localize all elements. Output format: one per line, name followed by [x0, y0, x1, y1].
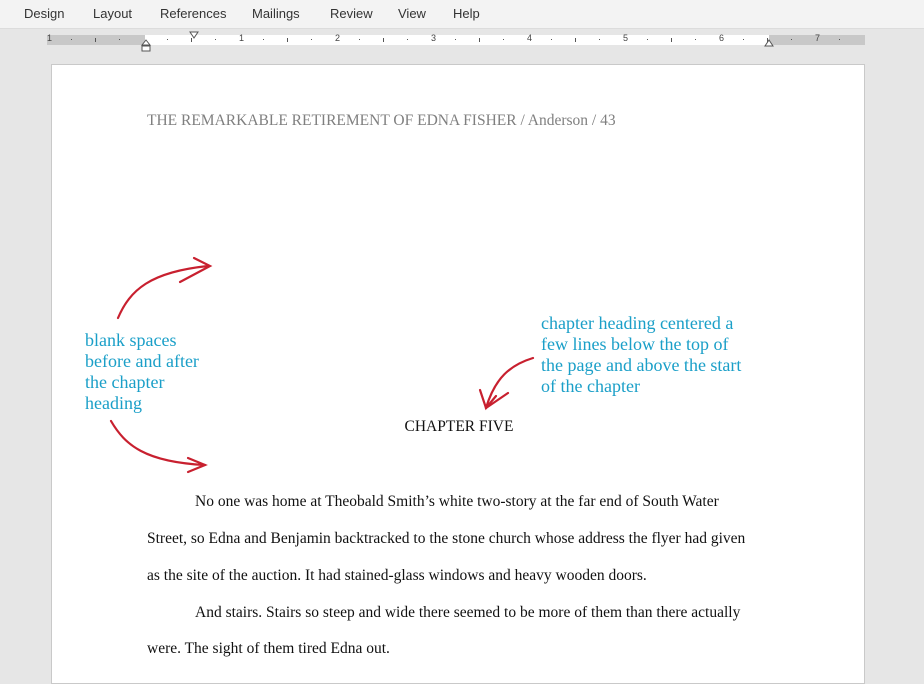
annotation-line: before and after	[85, 351, 199, 371]
annotation-line: blank spaces	[85, 330, 177, 350]
arrow-down-left-icon	[480, 358, 533, 408]
ruler-number: 4	[527, 33, 533, 43]
page-header: THE REMARKABLE RETIREMENT OF EDNA FISHER / Anderson / 43	[147, 112, 616, 129]
chapter-heading: CHAPTER FIVE	[404, 418, 514, 435]
arrow-up-right-icon	[118, 258, 210, 318]
annotation-line: few lines below the top of	[541, 334, 729, 354]
ruler-number: 6	[719, 33, 725, 43]
ruler-number: 3	[431, 33, 437, 43]
tab-mailings[interactable]: Mailings	[252, 6, 300, 21]
annotation-line: heading	[85, 393, 142, 413]
body-line: were. The sight of them tired Edna out.	[147, 640, 390, 657]
body-line: And stairs. Stairs so steep and wide there seemed to be more of them than there actually	[195, 604, 741, 621]
tab-review[interactable]: Review	[330, 6, 373, 21]
tab-design[interactable]: Design	[24, 6, 65, 21]
tab-references[interactable]: References	[160, 6, 227, 21]
ruler-number: 1	[47, 33, 53, 43]
body-line: Street, so Edna and Benjamin backtracked to the stone church whose address the flyer had given	[147, 530, 746, 547]
tab-layout[interactable]: Layout	[93, 6, 133, 21]
ruler-number: 5	[623, 33, 629, 43]
ruler-number: 7	[815, 33, 821, 43]
body-line: as the site of the auction. It had stained-glass windows and heavy wooden doors.	[147, 567, 647, 584]
annotation-line: the chapter	[85, 372, 165, 392]
tab-help[interactable]: Help	[453, 6, 480, 21]
tab-view[interactable]: View	[398, 6, 426, 21]
annotation-line: the page and above the start	[541, 355, 742, 375]
annotation-line: of the chapter	[541, 376, 640, 396]
body-line: No one was home at Theobald Smith’s white two-story at the far end of South Water	[195, 493, 719, 510]
ruler-number: 1	[239, 33, 245, 43]
annotation-line: chapter heading centered a	[541, 313, 734, 333]
ruler-number: 2	[335, 33, 341, 43]
arrow-down-right-icon	[111, 421, 205, 472]
